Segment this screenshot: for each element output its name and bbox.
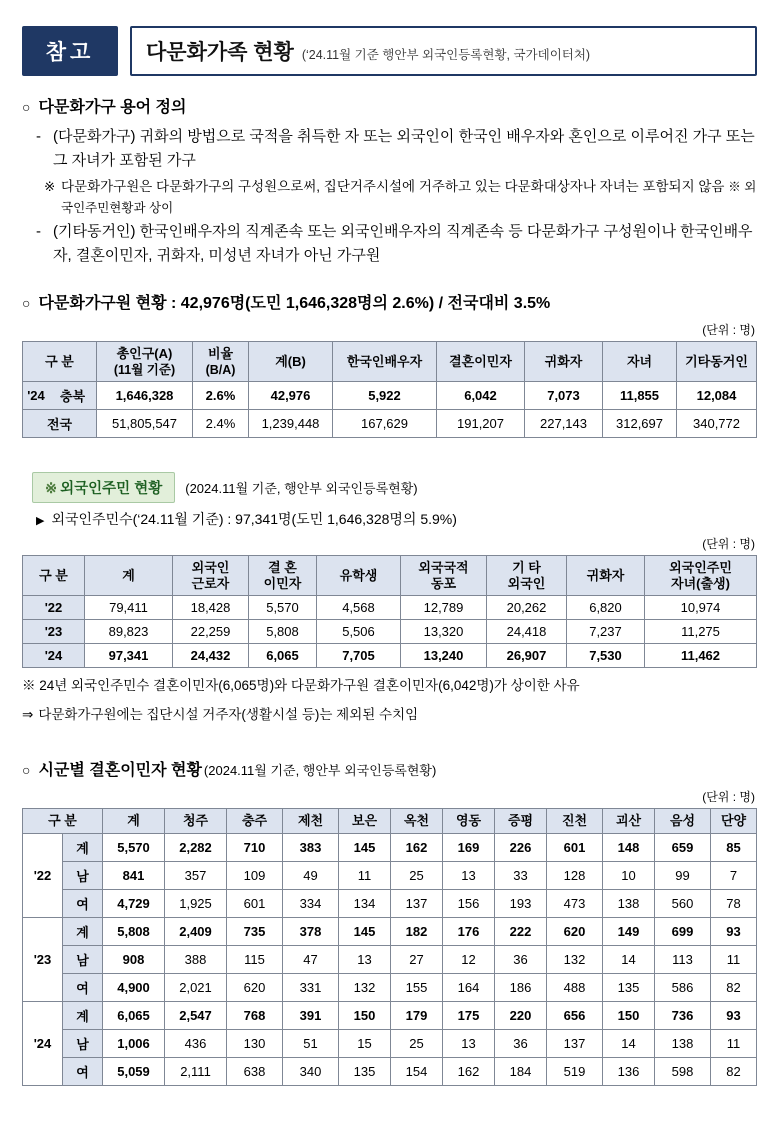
- foreign-resident-footnote-1: ※ 24년 외국인주민수 결혼이민자(6,065명)와 다문화가구원 결혼이민자(6,042명)가 상이한 사유: [22, 678, 580, 694]
- cell: 13: [443, 861, 495, 889]
- cell: 137: [547, 1029, 603, 1057]
- cell: 182: [391, 917, 443, 945]
- col-other-cohabitant: 기타동거인: [677, 342, 757, 382]
- cell: 24,418: [487, 620, 567, 644]
- cell: 82: [711, 1057, 757, 1085]
- row-label: 계: [63, 917, 103, 945]
- cell: 227,143: [525, 410, 603, 438]
- cell: 2,021: [165, 973, 227, 1001]
- cell: 736: [655, 1001, 711, 1029]
- cell: 12,084: [677, 382, 757, 410]
- cell: 710: [227, 833, 283, 861]
- multicultural-household-table: [22, 341, 757, 438]
- cell: 27: [391, 945, 443, 973]
- cell: 2,547: [165, 1001, 227, 1029]
- cell: 220: [495, 1001, 547, 1029]
- cell: 560: [655, 889, 711, 917]
- cell: 7: [711, 861, 757, 889]
- cell: 11: [711, 945, 757, 973]
- cell: 162: [391, 833, 443, 861]
- cell: 2,282: [165, 833, 227, 861]
- cell: 167,629: [333, 410, 437, 438]
- cell: 191,207: [437, 410, 525, 438]
- row-label: 남: [63, 861, 103, 889]
- cell: 132: [547, 945, 603, 973]
- note-members-text: 다문화가구원은 다문화가구의 구성원으로써, 집단거주시설에 거주하고 있는 다문화대상자나 자녀는 포함되지 않음: [61, 178, 725, 194]
- cell: 97,341: [85, 644, 173, 668]
- cell: 176: [443, 917, 495, 945]
- cell: 154: [391, 1057, 443, 1085]
- cell: 6,042: [437, 382, 525, 410]
- foreign-resident-caption: (2024.11월 기준, 행안부 외국인등록현황): [185, 481, 418, 497]
- col-international-student: 유학생: [317, 556, 401, 596]
- col-naturalized: 귀화자: [525, 342, 603, 382]
- cell: 22,259: [173, 620, 249, 644]
- cell: 109: [227, 861, 283, 889]
- table-header-row: [23, 342, 757, 382]
- cell: 145: [339, 917, 391, 945]
- cell: 51,805,547: [97, 410, 193, 438]
- table-row: [23, 945, 757, 973]
- cell: 36: [495, 945, 547, 973]
- cell: 25: [391, 861, 443, 889]
- triangle-bullet-icon: ▶: [36, 515, 45, 528]
- cell: 179: [391, 1001, 443, 1029]
- cell: 128: [547, 861, 603, 889]
- cell: 51: [283, 1029, 339, 1057]
- cell: 10: [603, 861, 655, 889]
- section4-unit-label: (단위 : 명): [702, 790, 755, 805]
- row-label-nationwide: 전국: [23, 410, 97, 438]
- cell: 391: [283, 1001, 339, 1029]
- section2-heading-text: 다문화가구원 현황 : 42,976명(도민 1,646,328명의 2.6%) / 전국대비 3.5%: [38, 295, 551, 313]
- section4-heading-text: 시군별 결혼이민자 현황: [38, 762, 202, 780]
- col-yeongdong: 영동: [443, 809, 495, 833]
- cell: 14: [603, 945, 655, 973]
- section2-heading: [22, 290, 757, 313]
- cell: 340,772: [677, 410, 757, 438]
- col-sum: 계(B): [249, 342, 333, 382]
- note-mark: ※: [44, 178, 56, 194]
- table-row: [23, 620, 757, 644]
- cell: 659: [655, 833, 711, 861]
- foreign-resident-section-heading: [32, 472, 757, 503]
- row-year-label: '23: [23, 917, 63, 1001]
- row-year-label: '24 충북: [23, 382, 97, 410]
- col-okcheon: 옥천: [391, 809, 443, 833]
- definition-other-cohabitant: (기타동거인) 한국인배우자의 직계존속 또는 외국인배우자의 직계존속 등 다문화가구 구성원이나 한국인배우자, 결혼이민자, 귀화자, 미성년 자녀가 아닌 가구원: [53, 222, 753, 265]
- cell: 148: [603, 833, 655, 861]
- cell: 2.6%: [193, 382, 249, 410]
- cell: 620: [227, 973, 283, 1001]
- row-label: 계: [63, 833, 103, 861]
- table-row: [23, 382, 757, 410]
- cell: 488: [547, 973, 603, 1001]
- cell: 78: [711, 889, 757, 917]
- cell: 164: [443, 973, 495, 1001]
- col-eumseong: 음성: [655, 809, 711, 833]
- cell: 638: [227, 1057, 283, 1085]
- cell: 334: [283, 889, 339, 917]
- cell: 93: [711, 917, 757, 945]
- section1-list: [22, 125, 757, 268]
- col-naturalized: 귀화자: [567, 556, 645, 596]
- cell: 601: [547, 833, 603, 861]
- cell: 768: [227, 1001, 283, 1029]
- col-cheongju: 청주: [165, 809, 227, 833]
- cell: 7,237: [567, 620, 645, 644]
- row-year-label: '22: [23, 833, 63, 917]
- cell: 2.4%: [193, 410, 249, 438]
- section2-unit-label: (단위 : 명): [702, 323, 755, 338]
- cell: 5,922: [333, 382, 437, 410]
- cell: 145: [339, 833, 391, 861]
- cell: 5,570: [103, 833, 165, 861]
- row-label: 계: [63, 1001, 103, 1029]
- foreign-resident-footnote-2: ⇒ 다문화가구원에는 집단시설 거주자(생활시설 등)는 제외된 수치임: [22, 706, 419, 722]
- list-item: [22, 220, 757, 269]
- cell: 340: [283, 1057, 339, 1085]
- cell: 5,808: [249, 620, 317, 644]
- cell: 5,059: [103, 1057, 165, 1085]
- definition-multicultural-household: (다문화가구) 귀화의 방법으로 국적을 취득한 자 또는 외국인이 한국인 배우자와 혼인으로 이루어진 가구 또는 그 자녀가 포함된 가구: [53, 128, 755, 170]
- cell: 149: [603, 917, 655, 945]
- cell: 47: [283, 945, 339, 973]
- cell: 13: [443, 1029, 495, 1057]
- foreign-resident-table: [22, 555, 757, 668]
- cell: 226: [495, 833, 547, 861]
- col-foreign-resident-children: 외국인주민 자녀(출생): [645, 556, 757, 596]
- cell: 93: [711, 1001, 757, 1029]
- table-row: [23, 889, 757, 917]
- cell: 137: [391, 889, 443, 917]
- cell: 586: [655, 973, 711, 1001]
- cell: 11,462: [645, 644, 757, 668]
- cell: 42,976: [249, 382, 333, 410]
- foreign-resident-bullet: [36, 509, 757, 529]
- cell: 1,925: [165, 889, 227, 917]
- cell: 169: [443, 833, 495, 861]
- section4-bullet: ○: [22, 762, 31, 779]
- marriage-immigrant-by-city-table: [22, 808, 757, 1085]
- col-category: 구 분: [23, 556, 85, 596]
- cell: 11,275: [645, 620, 757, 644]
- asterisk-icon: ※: [45, 481, 58, 498]
- cell: 6,065: [103, 1001, 165, 1029]
- row-label: '23: [23, 620, 85, 644]
- document-header: [22, 26, 757, 76]
- cell: 18,428: [173, 596, 249, 620]
- col-jeungpyeong: 증평: [495, 809, 547, 833]
- arrow-icon: ⇒: [22, 706, 34, 722]
- page-title-source: (‘24.11월 기준 행안부 외국인등록현황, 국가데이터처): [301, 48, 591, 62]
- cell: 49: [283, 861, 339, 889]
- title-box: [130, 26, 757, 76]
- cell: 193: [495, 889, 547, 917]
- cell: 388: [165, 945, 227, 973]
- cell: 150: [603, 1001, 655, 1029]
- section4-heading-sub: (2024.11월 기준, 행안부 외국인등록현황): [203, 763, 437, 779]
- cell: 312,697: [603, 410, 677, 438]
- dash-mark: -: [36, 128, 41, 145]
- col-jecheon: 제천: [283, 809, 339, 833]
- table-row: [23, 833, 757, 861]
- cell: 136: [603, 1057, 655, 1085]
- col-chungju: 충주: [227, 809, 283, 833]
- col-korean-spouse: 한국인배우자: [333, 342, 437, 382]
- cell: 11: [339, 861, 391, 889]
- cell: 14: [603, 1029, 655, 1057]
- table-row: [23, 861, 757, 889]
- cell: 99: [655, 861, 711, 889]
- cell: 5,570: [249, 596, 317, 620]
- table-row: [23, 1001, 757, 1029]
- col-marriage-immigrant: 결 혼 이민자: [249, 556, 317, 596]
- cell: 20,262: [487, 596, 567, 620]
- cell: 7,530: [567, 644, 645, 668]
- col-children: 자녀: [603, 342, 677, 382]
- cell: 6,065: [249, 644, 317, 668]
- section1-heading: [22, 94, 757, 117]
- cell: 2,111: [165, 1057, 227, 1085]
- cell: 25: [391, 1029, 443, 1057]
- col-total-population: 총인구(A) (11월 기준): [97, 342, 193, 382]
- section2-bullet: ○: [22, 295, 31, 312]
- table-row: [23, 973, 757, 1001]
- cell: 699: [655, 917, 711, 945]
- cell: 13: [339, 945, 391, 973]
- cell: 357: [165, 861, 227, 889]
- cell: 908: [103, 945, 165, 973]
- cell: 4,568: [317, 596, 401, 620]
- col-jincheon: 진천: [547, 809, 603, 833]
- table-row: [23, 1057, 757, 1085]
- col-sum: 계: [85, 556, 173, 596]
- cell: 138: [655, 1029, 711, 1057]
- cell: 12,789: [401, 596, 487, 620]
- cell: 186: [495, 973, 547, 1001]
- table-row: [23, 1029, 757, 1057]
- cell: 222: [495, 917, 547, 945]
- row-label: 여: [63, 1057, 103, 1085]
- cell: 156: [443, 889, 495, 917]
- cell: 378: [283, 917, 339, 945]
- col-ratio: 비율 (B/A): [193, 342, 249, 382]
- cell: 26,907: [487, 644, 567, 668]
- row-label: 남: [63, 1029, 103, 1057]
- cell: 150: [339, 1001, 391, 1029]
- section1-heading-text: 다문화가구 용어 정의: [38, 99, 187, 116]
- list-item: [22, 176, 757, 219]
- cell: 138: [603, 889, 655, 917]
- cell: 184: [495, 1057, 547, 1085]
- foreign-resident-chip: ※ 외국인주민 현황: [32, 472, 175, 503]
- table-row: [23, 917, 757, 945]
- col-marriage-immigrant: 결혼이민자: [437, 342, 525, 382]
- cell: 132: [339, 973, 391, 1001]
- col-category: 구 분: [23, 809, 103, 833]
- cell: 13,240: [401, 644, 487, 668]
- cell: 1,646,328: [97, 382, 193, 410]
- cell: 155: [391, 973, 443, 1001]
- col-foreign-worker: 외국인 근로자: [173, 556, 249, 596]
- section1-bullet: ○: [22, 99, 31, 115]
- table-header-row: [23, 556, 757, 596]
- cell: 24,432: [173, 644, 249, 668]
- table-row: [23, 410, 757, 438]
- cell: 473: [547, 889, 603, 917]
- cell: 10,974: [645, 596, 757, 620]
- cell: 13,320: [401, 620, 487, 644]
- note-members-tail: ※ 외국인주민현황과 상이: [61, 179, 757, 216]
- col-goesan: 괴산: [603, 809, 655, 833]
- cell: 162: [443, 1057, 495, 1085]
- cell: 79,411: [85, 596, 173, 620]
- col-danyang: 단양: [711, 809, 757, 833]
- cell: 2,409: [165, 917, 227, 945]
- cell: 89,823: [85, 620, 173, 644]
- cell: 519: [547, 1057, 603, 1085]
- section3-unit-label: (단위 : 명): [702, 537, 755, 552]
- cell: 33: [495, 861, 547, 889]
- row-label: 여: [63, 889, 103, 917]
- row-year-label: '24: [23, 1001, 63, 1085]
- cell: 115: [227, 945, 283, 973]
- cell: 130: [227, 1029, 283, 1057]
- col-other-foreigner: 기 타 외국인: [487, 556, 567, 596]
- cell: 11,855: [603, 382, 677, 410]
- cell: 15: [339, 1029, 391, 1057]
- col-boeun: 보은: [339, 809, 391, 833]
- row-label: '22: [23, 596, 85, 620]
- cell: 11: [711, 1029, 757, 1057]
- cell: 4,900: [103, 973, 165, 1001]
- cell: 656: [547, 1001, 603, 1029]
- cell: 598: [655, 1057, 711, 1085]
- cell: 383: [283, 833, 339, 861]
- cell: 841: [103, 861, 165, 889]
- list-item: [22, 125, 757, 174]
- row-label: '24: [23, 644, 85, 668]
- cell: 7,073: [525, 382, 603, 410]
- row-label: 남: [63, 945, 103, 973]
- dash-mark: -: [36, 222, 41, 240]
- cell: 5,808: [103, 917, 165, 945]
- cell: 331: [283, 973, 339, 1001]
- cell: 5,506: [317, 620, 401, 644]
- foreign-resident-bullet-text: 외국인주민수(‘24.11월 기준) : 97,341명(도민 1,646,328명의 5.9%): [51, 511, 457, 528]
- cell: 12: [443, 945, 495, 973]
- page-title: 다문화가족 현황: [146, 41, 294, 64]
- cell: 134: [339, 889, 391, 917]
- col-sum: 계: [103, 809, 165, 833]
- cell: 735: [227, 917, 283, 945]
- cell: 7,705: [317, 644, 401, 668]
- table-row: [23, 596, 757, 620]
- cell: 85: [711, 833, 757, 861]
- cell: 601: [227, 889, 283, 917]
- cell: 36: [495, 1029, 547, 1057]
- table-row: [23, 644, 757, 668]
- cell: 1,239,448: [249, 410, 333, 438]
- cell: 135: [339, 1057, 391, 1085]
- cell: 6,820: [567, 596, 645, 620]
- cell: 436: [165, 1029, 227, 1057]
- cell: 82: [711, 973, 757, 1001]
- cell: 620: [547, 917, 603, 945]
- cell: 175: [443, 1001, 495, 1029]
- cell: 135: [603, 973, 655, 1001]
- cell: 1,006: [103, 1029, 165, 1057]
- section4-heading: [22, 757, 757, 780]
- cell: 4,729: [103, 889, 165, 917]
- table-header-row: [23, 809, 757, 833]
- col-foreign-korean: 외국국적 동포: [401, 556, 487, 596]
- reference-badge: 참고: [22, 26, 118, 76]
- cell: 113: [655, 945, 711, 973]
- row-label: 여: [63, 973, 103, 1001]
- col-category: 구 분: [23, 342, 97, 382]
